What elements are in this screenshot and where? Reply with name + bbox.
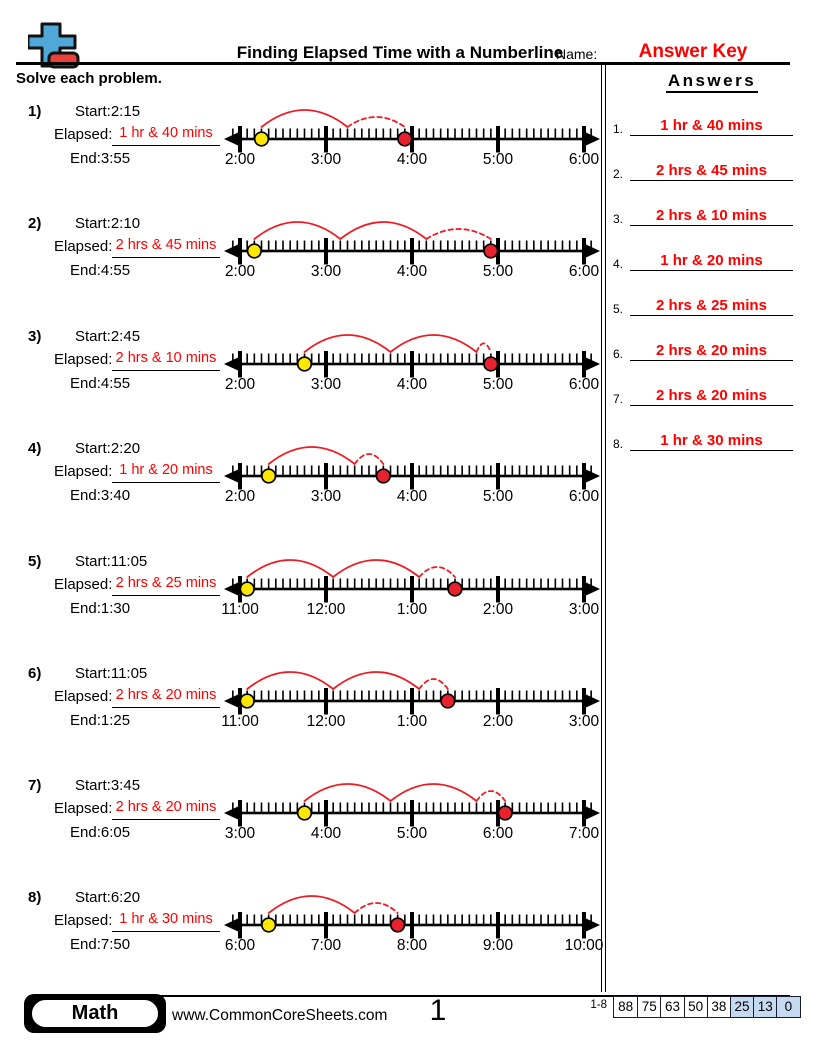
elapsed-answer-text: 2 hrs & 25 mins <box>112 575 220 596</box>
svg-text:11:00: 11:00 <box>221 713 259 730</box>
problem-block <box>0 207 604 319</box>
svg-text:3:00: 3:00 <box>310 376 342 393</box>
answer-number: 3. <box>613 212 624 226</box>
answer-value: 2 hrs & 20 mins <box>630 387 793 406</box>
answer-number: 6. <box>613 347 624 361</box>
answer-number: 7. <box>613 392 624 406</box>
subject-badge-label: Math <box>30 998 160 1029</box>
problem-block <box>0 769 604 881</box>
page-number: 1 <box>429 994 447 1027</box>
answer-value: 1 hr & 30 mins <box>630 432 793 451</box>
svg-text:3:00: 3:00 <box>310 263 342 280</box>
answers-separator <box>601 65 606 992</box>
elapsed-label: Elapsed: <box>54 238 113 255</box>
score-cell: 0 <box>776 997 799 1017</box>
start-time-text: Start:2:15 <box>75 103 141 120</box>
numberline-graphic <box>222 440 602 520</box>
svg-text:3:00: 3:00 <box>568 713 600 730</box>
numberline-graphic <box>222 215 602 295</box>
svg-text:4:00: 4:00 <box>396 488 428 505</box>
numberline-graphic <box>222 328 602 408</box>
elapsed-label: Elapsed: <box>54 800 113 817</box>
answers-title: Answers <box>608 71 816 91</box>
svg-text:5:00: 5:00 <box>482 488 514 505</box>
svg-text:2:00: 2:00 <box>224 376 256 393</box>
end-time-text: End:1:30 <box>70 600 131 617</box>
end-time-text: End:1:25 <box>70 712 131 729</box>
svg-text:11:00: 11:00 <box>221 601 259 618</box>
answer-row <box>608 387 816 411</box>
start-time-text: Start:11:05 <box>75 553 148 570</box>
elapsed-answer-text: 1 hr & 40 mins <box>112 125 220 146</box>
instructions-text: Solve each problem. <box>16 70 162 87</box>
numberline-graphic <box>222 889 602 969</box>
end-time-text: End:3:55 <box>70 150 131 167</box>
svg-text:6:00: 6:00 <box>482 825 514 842</box>
svg-text:2:00: 2:00 <box>482 713 514 730</box>
subject-badge <box>24 994 166 1033</box>
svg-text:4:00: 4:00 <box>396 263 428 280</box>
svg-text:9:00: 9:00 <box>482 937 514 954</box>
svg-text:6:00: 6:00 <box>568 376 600 393</box>
svg-text:3:00: 3:00 <box>310 151 342 168</box>
answer-value: 2 hrs & 20 mins <box>630 342 793 361</box>
elapsed-answer-text: 2 hrs & 45 mins <box>112 237 220 258</box>
svg-text:6:00: 6:00 <box>568 151 600 168</box>
answer-row <box>608 342 816 366</box>
answer-row <box>608 117 816 141</box>
elapsed-answer-text: 2 hrs & 10 mins <box>112 350 220 371</box>
svg-text:3:00: 3:00 <box>310 488 342 505</box>
answer-row <box>608 207 816 231</box>
svg-text:2:00: 2:00 <box>224 488 256 505</box>
header-rule <box>16 62 790 65</box>
elapsed-label: Elapsed: <box>54 576 113 593</box>
start-time-text: Start:2:45 <box>75 328 141 345</box>
start-time-text: Start:6:20 <box>75 889 141 906</box>
problem-block <box>0 545 604 657</box>
problem-number: 6) <box>28 665 42 682</box>
elapsed-label: Elapsed: <box>54 688 113 705</box>
answer-value: 2 hrs & 45 mins <box>630 162 793 181</box>
answer-value: 1 hr & 20 mins <box>630 252 793 271</box>
elapsed-answer-text: 2 hrs & 20 mins <box>112 687 220 708</box>
start-time-text: Start:3:45 <box>75 777 141 794</box>
problem-block <box>0 95 604 207</box>
svg-text:6:00: 6:00 <box>568 488 600 505</box>
answer-number: 5. <box>613 302 624 316</box>
answer-number: 8. <box>613 437 624 451</box>
elapsed-label: Elapsed: <box>54 126 113 143</box>
score-cell: 88 <box>614 997 637 1017</box>
score-cell: 13 <box>753 997 776 1017</box>
score-table <box>613 996 801 1018</box>
svg-text:12:00: 12:00 <box>306 713 346 730</box>
answer-row <box>608 252 816 276</box>
numberline-graphic <box>222 777 602 857</box>
svg-text:4:00: 4:00 <box>310 825 342 842</box>
svg-text:10:00: 10:00 <box>564 937 604 954</box>
score-cell: 38 <box>707 997 730 1017</box>
score-cell: 50 <box>684 997 707 1017</box>
svg-text:5:00: 5:00 <box>482 263 514 280</box>
problem-number: 7) <box>28 777 42 794</box>
score-range-label: 1-8 <box>590 999 607 1011</box>
elapsed-answer-text: 1 hr & 30 mins <box>112 911 220 932</box>
end-time-text: End:6:05 <box>70 824 131 841</box>
answer-row <box>608 162 816 186</box>
svg-text:5:00: 5:00 <box>396 825 428 842</box>
svg-text:4:00: 4:00 <box>396 376 428 393</box>
answer-value: 2 hrs & 25 mins <box>630 297 793 316</box>
svg-text:1:00: 1:00 <box>396 601 428 618</box>
problem-block <box>0 657 604 769</box>
elapsed-answer-text: 1 hr & 20 mins <box>112 462 220 483</box>
answer-row <box>608 432 816 456</box>
svg-text:5:00: 5:00 <box>482 376 514 393</box>
svg-text:6:00: 6:00 <box>568 263 600 280</box>
score-cell: 75 <box>637 997 660 1017</box>
start-time-text: Start:2:20 <box>75 440 141 457</box>
end-time-text: End:7:50 <box>70 936 131 953</box>
elapsed-label: Elapsed: <box>54 912 113 929</box>
name-label: Name: <box>556 46 598 62</box>
problem-number: 1) <box>28 103 42 120</box>
problem-block <box>0 432 604 544</box>
svg-text:7:00: 7:00 <box>310 937 342 954</box>
answer-key-text: Answer Key <box>638 41 748 62</box>
svg-text:5:00: 5:00 <box>482 151 514 168</box>
elapsed-label: Elapsed: <box>54 463 113 480</box>
svg-text:3:00: 3:00 <box>224 825 256 842</box>
svg-text:8:00: 8:00 <box>396 937 428 954</box>
svg-text:2:00: 2:00 <box>482 601 514 618</box>
answer-value: 2 hrs & 10 mins <box>630 207 793 226</box>
numberline-graphic <box>222 553 602 633</box>
svg-text:6:00: 6:00 <box>224 937 256 954</box>
svg-text:4:00: 4:00 <box>396 151 428 168</box>
answer-row <box>608 297 816 321</box>
page-title: Finding Elapsed Time with a Numberline <box>236 43 564 62</box>
answer-number: 4. <box>613 257 624 271</box>
problem-number: 8) <box>28 889 42 906</box>
numberline-graphic <box>222 665 602 745</box>
svg-text:2:00: 2:00 <box>224 263 256 280</box>
answer-number: 2. <box>613 167 624 181</box>
start-time-text: Start:2:10 <box>75 215 141 232</box>
problem-number: 2) <box>28 215 42 232</box>
end-time-text: End:4:55 <box>70 375 131 392</box>
elapsed-label: Elapsed: <box>54 351 113 368</box>
problem-block <box>0 881 604 993</box>
elapsed-answer-text: 2 hrs & 20 mins <box>112 799 220 820</box>
problem-block <box>0 320 604 432</box>
svg-text:12:00: 12:00 <box>306 601 346 618</box>
problem-number: 4) <box>28 440 42 457</box>
problem-number: 5) <box>28 553 42 570</box>
answer-number: 1. <box>613 122 624 136</box>
start-time-text: Start:11:05 <box>75 665 148 682</box>
svg-text:3:00: 3:00 <box>568 601 600 618</box>
end-time-text: End:4:55 <box>70 262 131 279</box>
svg-text:7:00: 7:00 <box>568 825 600 842</box>
svg-text:1:00: 1:00 <box>396 713 428 730</box>
score-cell: 25 <box>730 997 753 1017</box>
end-time-text: End:3:40 <box>70 487 131 504</box>
numberline-graphic <box>222 103 602 183</box>
svg-text:2:00: 2:00 <box>224 151 256 168</box>
score-cell: 63 <box>660 997 683 1017</box>
problem-number: 3) <box>28 328 42 345</box>
answer-value: 1 hr & 40 mins <box>630 117 793 136</box>
website-url: www.CommonCoreSheets.com <box>172 1007 388 1024</box>
